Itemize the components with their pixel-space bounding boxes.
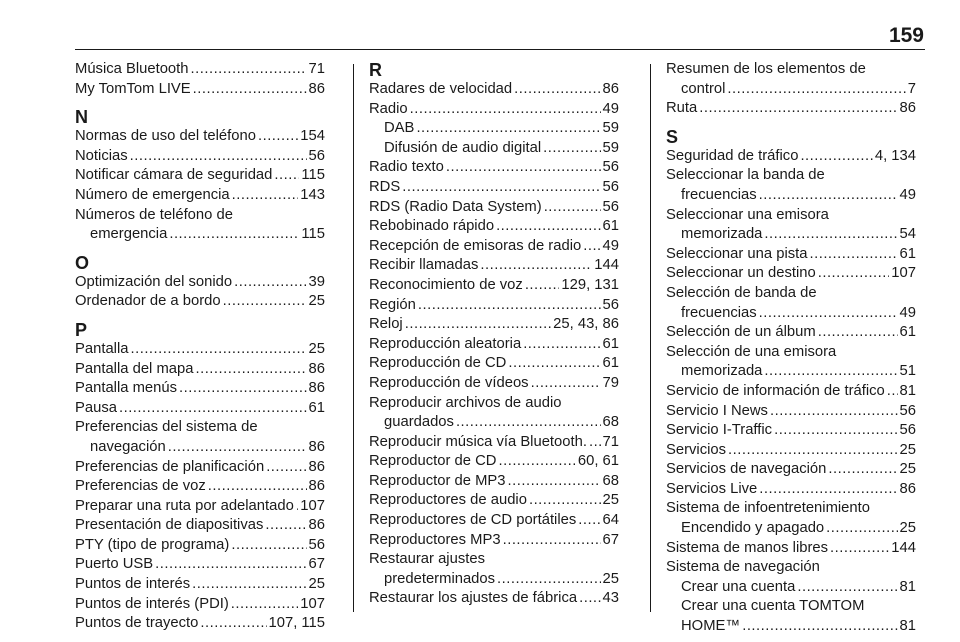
entry-term: Recibir llamadas <box>369 257 479 274</box>
index-entry <box>75 595 325 615</box>
index-entry <box>369 80 619 100</box>
page-reference: 86 <box>308 458 325 475</box>
page-reference: 25 <box>899 441 916 458</box>
entry-term: My TomTom LIVE <box>75 80 191 97</box>
page-reference: 61 <box>308 399 325 416</box>
dot-leader <box>759 480 897 500</box>
index-entry <box>369 198 619 218</box>
dot-leader <box>168 438 307 458</box>
page-reference: 154 <box>300 128 325 145</box>
page-reference: 61 <box>602 355 619 372</box>
dot-leader <box>764 362 897 382</box>
page-reference: 71 <box>308 61 325 77</box>
dot-leader <box>496 217 600 237</box>
entry-term: Seguridad de tráfico <box>666 147 799 164</box>
index-entry <box>369 100 619 120</box>
index-column-1 <box>75 60 325 634</box>
page-reference: 39 <box>308 273 325 290</box>
entry-term: Notificar cámara de seguridad <box>75 167 273 184</box>
page-reference: 86 <box>308 438 325 455</box>
index-entry <box>75 458 325 478</box>
dot-leader <box>727 80 905 100</box>
page-reference: 115 <box>301 167 325 184</box>
entry-term: Reproductores de audio <box>369 492 527 509</box>
page-reference: 56 <box>899 402 916 419</box>
entry-term: Reproducir música vía Bluetooth. <box>369 433 587 450</box>
dot-leader <box>265 516 306 536</box>
dot-leader <box>119 399 307 419</box>
entry-term: PTY (tipo de programa) <box>75 536 230 553</box>
dot-leader <box>231 595 299 615</box>
page-reference: 68 <box>602 472 619 489</box>
page-reference: 61 <box>899 245 916 262</box>
page-reference: 56 <box>308 536 325 553</box>
page-reference: 107, 115 <box>268 615 325 632</box>
page-reference: 71 <box>602 433 619 450</box>
page-reference: 86 <box>899 480 916 497</box>
dot-leader <box>169 225 299 245</box>
entry-term: frecuencias <box>681 186 757 203</box>
entry-term: Región <box>369 296 416 313</box>
entry-term: Seleccionar un destino <box>666 265 816 282</box>
dot-leader <box>818 323 898 343</box>
entry-term: Servicio I News <box>666 402 768 419</box>
entry-term: memorizada <box>681 363 763 380</box>
entry-term: Reloj <box>369 316 403 333</box>
dot-leader <box>234 273 306 293</box>
entry-term: Restaurar los ajustes de fábrica <box>369 590 578 607</box>
dot-leader <box>583 237 600 257</box>
page-reference: 61 <box>602 335 619 352</box>
dot-leader <box>830 539 889 559</box>
page-reference: 25 <box>308 293 325 310</box>
page-reference: 86 <box>602 81 619 97</box>
page-reference: 49 <box>602 237 619 254</box>
index-entry <box>75 340 325 360</box>
entry-term: Selección de un álbum <box>666 324 816 341</box>
index-entry <box>369 452 619 472</box>
entry-term: DAB <box>384 120 415 137</box>
entry-term: Puntos de interés (PDI) <box>75 595 229 612</box>
entry-term: HOME™ <box>681 618 741 635</box>
index-entry <box>369 276 619 296</box>
section-letter: R <box>369 60 382 80</box>
index-entry <box>666 80 916 100</box>
page-reference: 56 <box>308 147 325 164</box>
index-heading: Reproducir archivos de audio <box>369 394 562 411</box>
index-entry <box>75 536 325 556</box>
page-reference: 49 <box>899 304 916 321</box>
index-entry <box>75 166 325 186</box>
entry-term: Encendido y apagado <box>681 520 825 537</box>
index-entry <box>369 531 619 551</box>
entry-term: Optimización del sonido <box>75 273 233 290</box>
dot-leader <box>191 60 307 80</box>
page-reference: 25, 43, 86 <box>553 316 619 333</box>
dot-leader <box>579 589 600 609</box>
index-column-2 <box>369 60 619 609</box>
page-reference: 49 <box>899 186 916 203</box>
entry-term: Recepción de emisoras de radio <box>369 237 582 254</box>
dot-leader <box>193 80 307 100</box>
entry-term: Reproducción aleatoria <box>369 335 522 352</box>
dot-leader <box>529 491 601 511</box>
entry-term: RDS <box>369 178 401 195</box>
index-entry <box>75 477 325 497</box>
entry-term: Radio <box>369 100 408 117</box>
entry-term: Presentación de diapositivas <box>75 517 264 534</box>
entry-term: Preparar una ruta por adelantado <box>75 497 294 514</box>
dot-leader <box>497 570 600 590</box>
index-entry <box>369 374 619 394</box>
dot-leader <box>155 555 306 575</box>
dot-leader <box>728 441 898 461</box>
dot-leader <box>405 315 551 335</box>
column-divider <box>353 64 354 612</box>
index-entry <box>75 360 325 380</box>
page-reference: 61 <box>899 324 916 341</box>
page-reference: 143 <box>300 186 325 203</box>
index-entry <box>75 127 325 147</box>
dot-leader <box>179 379 307 399</box>
dot-leader <box>508 354 600 374</box>
page-reference: 59 <box>602 120 619 137</box>
dot-leader <box>480 256 592 276</box>
page-reference: 56 <box>602 198 619 215</box>
index-entry <box>369 119 619 139</box>
index-entry <box>666 441 916 461</box>
index-entry <box>369 413 619 433</box>
dot-leader <box>543 139 600 159</box>
dot-leader <box>578 511 600 531</box>
entry-term: Número de emergencia <box>75 186 230 203</box>
index-entry <box>666 421 916 441</box>
dot-leader <box>797 578 897 598</box>
entry-term: Servicios Live <box>666 480 758 497</box>
index-entry <box>666 304 916 324</box>
dot-leader <box>402 178 600 198</box>
dot-leader <box>192 575 306 595</box>
dot-leader <box>232 186 299 206</box>
index-entry <box>75 80 325 100</box>
entry-term: Reconocimiento de voz <box>369 276 523 293</box>
dot-leader <box>208 477 307 497</box>
index-entry <box>75 399 325 419</box>
index-entry <box>666 99 916 119</box>
index-entry <box>75 379 325 399</box>
dot-leader <box>514 80 600 100</box>
entry-term: Noticias <box>75 147 128 164</box>
dot-leader <box>416 119 600 139</box>
entry-term: Ordenador de a bordo <box>75 293 221 310</box>
entry-term: Pantalla del mapa <box>75 360 194 377</box>
page-reference: 79 <box>602 374 619 391</box>
dot-leader <box>525 276 560 296</box>
index-entry <box>75 186 325 206</box>
index-entry <box>75 225 325 245</box>
index-column-3 <box>666 60 916 637</box>
page-reference: 60, 61 <box>577 453 619 470</box>
index-heading: Restaurar ajustes <box>369 551 485 568</box>
index-entry <box>369 589 619 609</box>
entry-term: Servicio I-Traffic <box>666 422 773 439</box>
entry-term: Sistema de manos libres <box>666 539 829 556</box>
page-reference: 56 <box>899 422 916 439</box>
entry-term: Pantalla menús <box>75 380 177 397</box>
index-entry <box>75 614 325 634</box>
page-reference: 67 <box>602 531 619 548</box>
page-reference: 56 <box>602 159 619 176</box>
page-reference: 144 <box>891 539 916 556</box>
page-reference: 86 <box>308 80 325 97</box>
page-reference: 144 <box>594 257 619 274</box>
dot-leader <box>800 147 872 167</box>
page-reference: 61 <box>602 218 619 235</box>
index-entry <box>369 335 619 355</box>
page-reference: 86 <box>308 478 325 495</box>
entry-term: Radio texto <box>369 159 444 176</box>
entry-term: Reproducción de vídeos <box>369 374 529 391</box>
entry-term: Preferencias de planificación <box>75 458 265 475</box>
entry-term: Ruta <box>666 100 698 117</box>
page-reference: 107 <box>891 265 916 282</box>
page-reference: 25 <box>899 520 916 537</box>
header-rule <box>75 49 925 50</box>
page-reference: 81 <box>899 382 916 399</box>
index-entry <box>369 256 619 276</box>
index-entry <box>666 539 916 559</box>
dot-leader <box>274 166 299 186</box>
entry-term: guardados <box>384 414 454 431</box>
page-reference: 86 <box>308 517 325 534</box>
index-entry <box>75 516 325 536</box>
dot-leader <box>258 127 298 147</box>
entry-term: frecuencias <box>681 304 757 321</box>
index-entry <box>666 519 916 539</box>
dot-leader <box>296 497 298 517</box>
page-reference: 7 <box>907 80 916 97</box>
entry-term: Pantalla <box>75 340 129 357</box>
index-entry <box>369 511 619 531</box>
dot-leader <box>764 225 897 245</box>
entry-term: Música Bluetooth <box>75 61 189 77</box>
dot-leader <box>503 531 601 551</box>
dot-leader <box>531 374 601 394</box>
dot-leader <box>266 458 306 478</box>
index-entry <box>666 186 916 206</box>
section-letter: P <box>75 319 88 340</box>
entry-term: control <box>681 80 726 97</box>
dot-leader <box>410 100 601 120</box>
page-reference: 51 <box>899 363 916 380</box>
entry-term: Servicios <box>666 441 727 458</box>
dot-leader <box>759 186 898 206</box>
page-reference: 81 <box>899 578 916 595</box>
entry-term: Pausa <box>75 399 117 416</box>
entry-term: Puntos de trayecto <box>75 615 199 632</box>
entry-term: Servicios de navegación <box>666 461 827 478</box>
entry-term: emergencia <box>90 226 168 243</box>
dot-leader <box>759 304 898 324</box>
page-reference: 81 <box>899 618 916 635</box>
page-number: 159 <box>888 24 924 47</box>
dot-leader <box>446 158 601 178</box>
section-letter: O <box>75 252 90 273</box>
index-entry <box>369 158 619 178</box>
index-entry <box>369 139 619 159</box>
page-reference: 68 <box>602 414 619 431</box>
entry-term: Seleccionar una pista <box>666 245 808 262</box>
entry-term: Reproductores de CD portátiles <box>369 512 577 529</box>
page-reference: 43 <box>602 590 619 607</box>
dot-leader <box>523 335 600 355</box>
index-entry <box>75 555 325 575</box>
index-entry <box>75 575 325 595</box>
dot-leader <box>456 413 601 433</box>
page-reference: 107 <box>300 595 325 612</box>
index-heading: Números de teléfono de <box>75 206 233 223</box>
index-entry <box>369 570 619 590</box>
entry-term: predeterminados <box>384 570 496 587</box>
index-heading: Seleccionar la banda de <box>666 167 825 184</box>
dot-leader <box>828 460 897 480</box>
dot-leader <box>826 519 897 539</box>
entry-term: Preferencias de voz <box>75 478 206 495</box>
entry-term: Reproductor de CD <box>369 453 497 470</box>
index-entry <box>369 472 619 492</box>
entry-term: Puerto USB <box>75 556 154 573</box>
page-reference: 107 <box>300 497 325 514</box>
entry-term: RDS (Radio Data System) <box>369 198 542 215</box>
dot-leader <box>231 536 306 556</box>
entry-term: memorizada <box>681 226 763 243</box>
dot-leader <box>887 382 898 402</box>
page-reference: 86 <box>308 380 325 397</box>
dot-leader <box>818 264 890 284</box>
dot-leader <box>699 99 897 119</box>
entry-term: Normas de uso del teléfono <box>75 128 256 145</box>
index-entry <box>369 433 619 453</box>
entry-term: Crear una cuenta <box>681 578 796 595</box>
index-heading: Seleccionar una emisora <box>666 206 829 223</box>
page-reference: 64 <box>602 512 619 529</box>
entry-term: Reproducción de CD <box>369 355 507 372</box>
section-letter: N <box>75 107 88 128</box>
entry-term: Reproductores MP3 <box>369 531 501 548</box>
page-reference: 25 <box>899 461 916 478</box>
page-reference: 115 <box>301 226 325 243</box>
index-heading: Sistema de infoentretenimiento <box>666 500 870 517</box>
index-heading: Preferencias del sistema de <box>75 419 258 436</box>
index-heading: Selección de una emisora <box>666 343 837 360</box>
column-divider <box>650 64 651 612</box>
index-entry <box>75 292 325 312</box>
index-entry <box>666 402 916 422</box>
index-heading: Resumen de los elementos de <box>666 61 866 77</box>
dot-leader <box>130 340 306 360</box>
page-reference: 54 <box>899 226 916 243</box>
entry-term: Servicio de información de tráfico <box>666 382 885 399</box>
index-entry <box>75 438 325 458</box>
index-entry <box>369 315 619 335</box>
dot-leader <box>770 402 898 422</box>
index-entry <box>369 491 619 511</box>
dot-leader <box>223 292 307 312</box>
dot-leader <box>774 421 897 441</box>
index-entry <box>666 245 916 265</box>
index-entry <box>666 323 916 343</box>
index-entry <box>666 460 916 480</box>
page-reference: 25 <box>308 340 325 357</box>
index-entry <box>666 617 916 637</box>
index-heading: Sistema de navegación <box>666 559 820 576</box>
page-reference: 25 <box>602 570 619 587</box>
dot-leader <box>508 472 601 492</box>
index-entry <box>75 497 325 517</box>
page-reference: 49 <box>602 100 619 117</box>
index-heading: Selección de banda de <box>666 284 817 301</box>
dot-leader <box>498 452 575 472</box>
index-entry <box>666 480 916 500</box>
dot-leader <box>589 433 601 453</box>
page-reference: 4, 134 <box>874 147 916 164</box>
index-entry <box>369 237 619 257</box>
index-entry <box>666 578 916 598</box>
page-reference: 56 <box>602 296 619 313</box>
index-entry <box>666 382 916 402</box>
entry-term: Rebobinado rápido <box>369 218 495 235</box>
index-entry <box>666 147 916 167</box>
page-reference: 86 <box>308 360 325 377</box>
index-entry <box>369 354 619 374</box>
dot-leader <box>544 198 601 218</box>
dot-leader <box>809 245 897 265</box>
entry-term: Puntos de interés <box>75 576 191 593</box>
page-reference: 56 <box>602 178 619 195</box>
page-reference: 86 <box>899 100 916 117</box>
dot-leader <box>418 296 601 316</box>
dot-leader <box>130 147 307 167</box>
page-reference: 129, 131 <box>561 276 619 293</box>
dot-leader <box>200 614 266 634</box>
index-entry <box>75 273 325 293</box>
entry-term: navegación <box>90 438 166 455</box>
page-reference: 67 <box>308 556 325 573</box>
entry-term: Reproductor de MP3 <box>369 472 506 489</box>
index-heading: Crear una cuenta TOMTOM <box>681 598 865 615</box>
index-entry <box>75 60 325 80</box>
section-letter: S <box>666 126 679 147</box>
page-reference: 59 <box>602 139 619 156</box>
index-entry <box>75 147 325 167</box>
index-entry <box>666 362 916 382</box>
index-entry <box>369 217 619 237</box>
index-entry <box>666 225 916 245</box>
dot-leader <box>195 360 306 380</box>
entry-term: Difusión de audio digital <box>384 139 542 156</box>
index-entry <box>666 264 916 284</box>
page-reference: 25 <box>308 576 325 593</box>
index-entry <box>369 296 619 316</box>
entry-term: Radares de velocidad <box>369 81 513 97</box>
dot-leader <box>742 617 897 637</box>
index-entry <box>369 178 619 198</box>
page-reference: 25 <box>602 492 619 509</box>
